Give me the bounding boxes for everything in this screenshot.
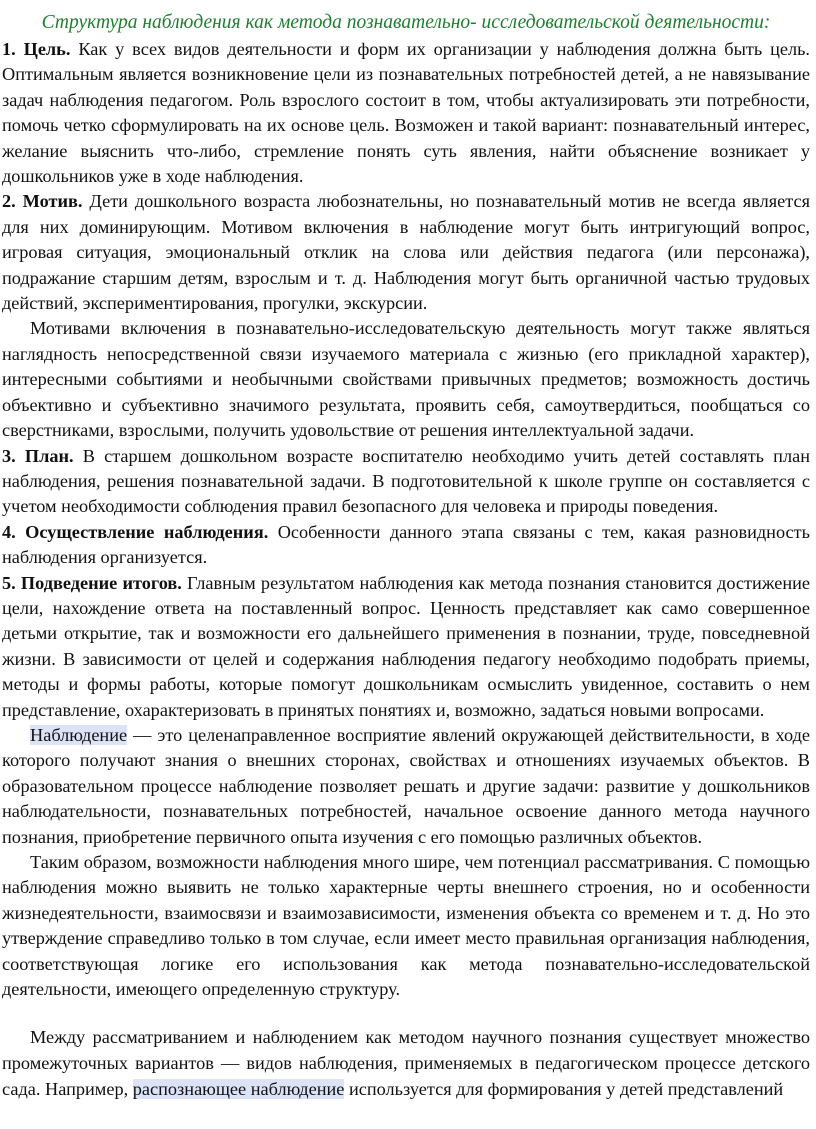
item-motive-heading: 2. Мотив. bbox=[2, 191, 83, 212]
highlighted-term: распознающее наблюдение bbox=[132, 1079, 345, 1100]
motives-paragraph: Мотивами включения в познавательно-исследовательскую деятельность могут также являться наглядность непосредственной связи изучаемого материала с жизнью (его прикладной характер), интересными событиями и необычными свойствами привычных предметов; возможность достичь объективно и субъективно значимого результата, проявить себя, самоутвердиться, пообщаться со сверстниками, взрослыми, получить удовольствие от решения интеллектуальной задачи. bbox=[2, 318, 810, 441]
item-implementation-text: Особенности данного этапа связаны с тем, какая разновидность наблюдения организуется. bbox=[2, 521, 810, 568]
item-motive-text: Дети дошкольного возраста любознательны, но познавательный мотив не всегда является для них доминирующим. Мотивом включения в наблюдение могут быть интригующий вопрос, игровая ситуация, эмоциональный отклик на слова или действия педагога (или персонажа), подражание старшим детям, взрослым и т. д. Наблюдения могут быть органичной частью трудовых действий, экспериментирования, прогулки, экскурсии. bbox=[2, 191, 810, 314]
item-summary-heading: 5. Подведение итогов. bbox=[2, 572, 182, 593]
tail-text-end: используется для формирования у детей представлений bbox=[344, 1079, 784, 1100]
tail-text-start: Между рассматриванием и наблюдением как методом научного познания существует множество промежуточных вариантов — видов наблюдения, применяемых в педагогическом процессе детского сада. Например, bbox=[2, 1027, 810, 1100]
item-motive bbox=[2, 189, 810, 316]
definition-paragraph bbox=[2, 723, 810, 850]
definition-text: — это целенаправленное восприятие явлений окружающей действительности, в ходе которого получают знания о внешних сторонах, свойствах и отношениях изучаемых объектов. В образовательном процессе наблюдение позволяет решать и другие задачи: развитие у дошкольников наблюдательности, познавательных потребностей, начальное освоение данного метода научного познания, приобретение первичного опыта изучения с его помощью различных объектов. bbox=[2, 724, 810, 847]
item-implementation-heading: 4. Осуществление наблюдения. bbox=[2, 521, 269, 542]
page-title: Структура наблюдения как метода познавательно- исследовательской деятельности: bbox=[41, 12, 771, 33]
item-implementation bbox=[2, 520, 810, 571]
paragraph-gap bbox=[2, 1002, 810, 1024]
item-plan-heading: 3. План. bbox=[2, 445, 74, 466]
item-plan bbox=[2, 444, 810, 520]
item-goal-text: Как у всех видов деятельности и форм их организации у наблюдения должна быть цель. Оптимальным является возникновение цели из познавательных потребностей детей, а не навязывание задач наблюдения педагогом. Роль взрослого состоит в том, чтобы актуализировать эти потребности, помочь четко сформулировать на их основе цель. Возможен и такой вариант: познавательный интерес, желание выяснить что-либо, стремление понять суть явления, найти объяснение возникает у дошкольников уже в ходе наблюдения. bbox=[2, 39, 811, 187]
item-goal bbox=[2, 37, 810, 189]
item-goal-heading: 1. Цель. bbox=[2, 39, 71, 59]
item-summary-text: Главным результатом наблюдения как метода познания становится достижение цели, нахождение ответа на поставленный вопрос. Ценность представляет как само совершенное детьми открытие, так и возможности его дальнейшего применения в познании, труде, повседневной жизни. В зависимости от целей и содержания наблюдения педагогу необходимо подобрать приемы, методы и формы работы, которые помогут дошкольникам осмыслить увиденное, составить о нем представление, охарактеризовать в принятых понятиях и, возможно, задаться новыми вопросами. bbox=[2, 572, 811, 720]
item-summary bbox=[2, 571, 810, 723]
definition-term: Наблюдение bbox=[30, 724, 128, 745]
item-plan-text: В старшем дошкольном возрасте воспитателю необходимо учить детей составлять план наблюдения, решения познавательной задачи. В подготовительной к школе группе он составляется с учетом необходимости соблюдения правил безопасного для человека и природы поведения. bbox=[2, 445, 810, 517]
conclusion-paragraph: Таким образом, возможности наблюдения много шире, чем потенциал рассматривания. С помощью наблюдения можно выявить не только характерные черты внешнего строения, но и особенности жизнедеятельности, взаимосвязи и взаимозависимости, изменения объекта со временем и т. д. Но это утверждение справедливо только в том случае, если имеет место правильная организация наблюдения, соответствующая логике его использования как метода познавательно-исследовательской деятельности, имеющего определенную структуру. bbox=[2, 852, 810, 1000]
tail-paragraph bbox=[2, 1024, 810, 1102]
